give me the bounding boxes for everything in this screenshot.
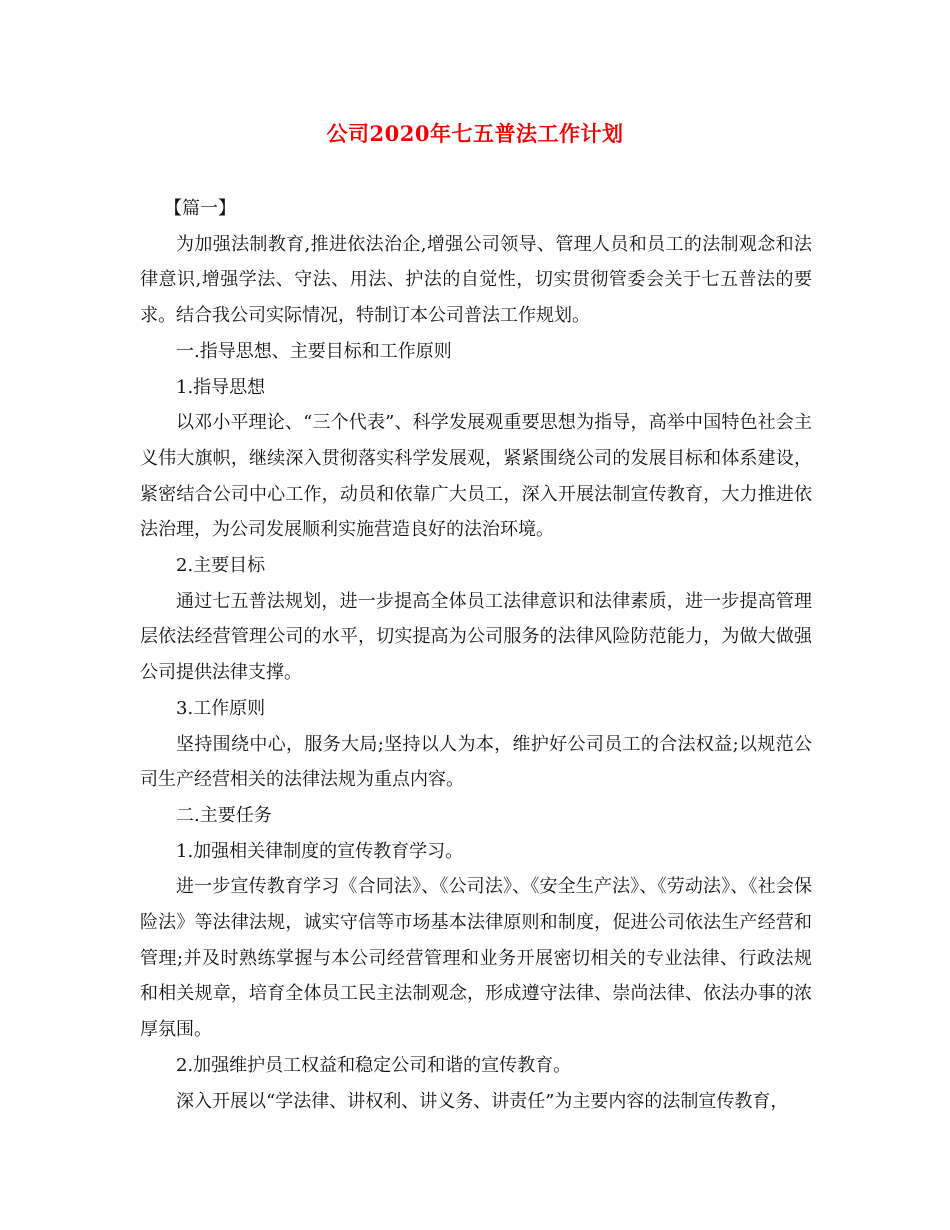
paragraph-task-one: 进一步宣传教育学习《合同法》、《公司法》、《安全生产法》、《劳动法》、《社会保险法》等法律法规，诚实守信等市场基本法律原则和制度，促进公司依法生产经营和管理;并及时熟练掌握与本公司经营管理和业务开展密切相关的专业法律、行政法规和相关规章，培育全体员工民主法制观念，形成遵守法律、崇尚法律、依法办事的浓厚氛围。 [140,876,812,1041]
subheading-task-one: 1.加强相关律制度的宣传教育学习。 [176,840,464,862]
paragraph-guiding-ideology: 以邓小平理论、“三个代表”、科学发展观重要思想为指导，高举中国特色社会主义伟大旗帜，继续深入贯彻落实科学发展观，紧紧围绕公司的发展目标和体系建设，紧密结合公司中心工作，动员和依靠广大员工，深入开展法制宣传教育，大力推进依法治理，为公司发展顺利实施营造良好的法治环境。 [140,412,812,541]
paragraph-task-two: 深入开展以“学法律、讲权利、讲义务、讲责任”为主要内容的法制宣传教育， [176,1090,789,1112]
subheading-task-two: 2.加强维护员工权益和稳定公司和谐的宣传教育。 [176,1054,572,1076]
subheading-main-goals: 2.主要目标 [176,555,266,577]
heading-part-two: 二.主要任务 [176,804,272,826]
section-tag: 【篇一】 [164,198,236,219]
document-title: 公司2020年七五普法工作计划 [326,121,624,146]
subheading-work-principles: 3.工作原则 [176,697,266,719]
document-body [140,191,812,1119]
subheading-guiding-ideology: 1.指导思想 [176,376,266,398]
heading-part-one: 一.指导思想、主要目标和工作原则 [176,340,452,362]
paragraph-work-principles: 坚持围绕中心，服务大局;坚持以人为本，维护好公司员工的合法权益;以规范公司生产经营相关的法律法规为重点内容。 [140,733,812,791]
paragraph-intro: 为加强法制教育,推进依法治企,增强公司领导、管理人员和员工的法制观念和法律意识,增强学法、守法、用法、护法的自觉性，切实贯彻管委会关于七五普法的要求。结合我公司实际情况，特制订本公司普法工作规划。 [140,233,812,327]
paragraph-main-goals: 通过七五普法规划，进一步提高全体员工法律意识和法律素质，进一步提高管理层依法经营管理公司的水平，切实提高为公司服务的法律风险防范能力，为做大做强公司提供法律支撑。 [140,590,812,684]
